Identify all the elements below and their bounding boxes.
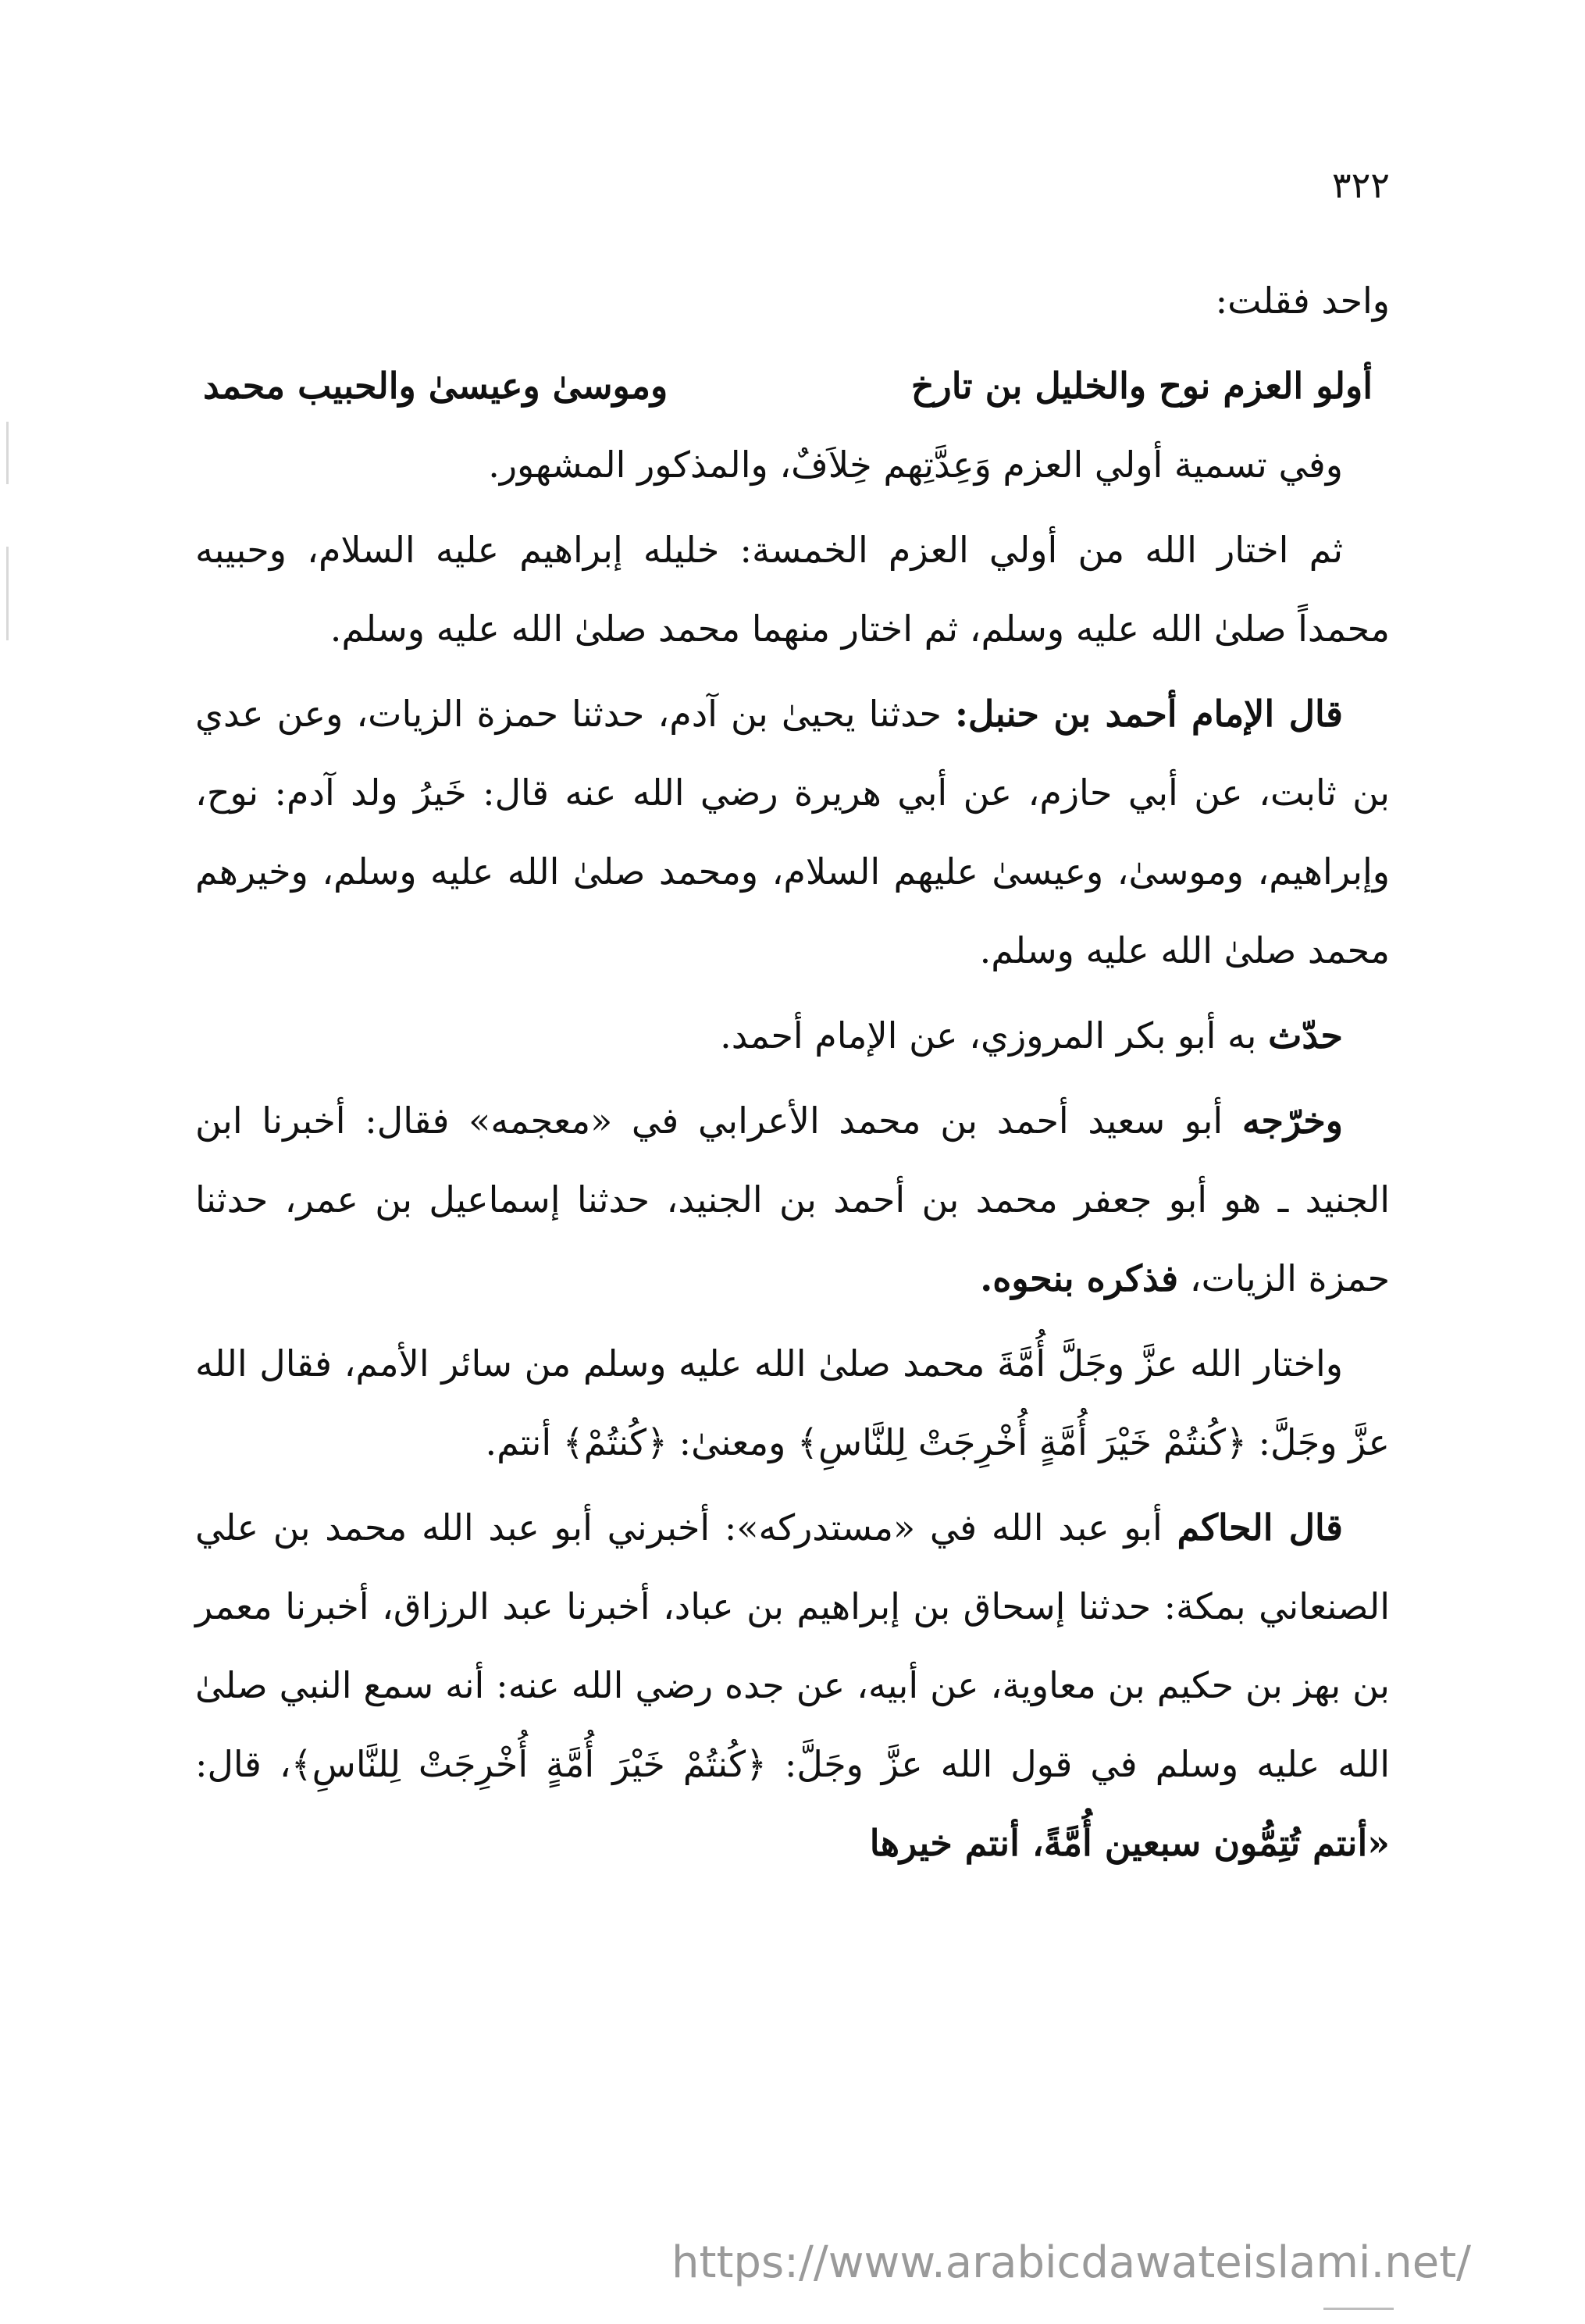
verse-second-hemistich: وموسىٰ وعيسىٰ والحبيب محمد [203,365,668,407]
watermark-url: https://www.arabicdawateislami.net/ [671,2237,1472,2288]
paragraph-text: أبو عبد الله في «مستدركه»: أخبرني أبو عبد الله محمد بن علي الصنعاني بمكة: حدثنا إسحاق بن إبراهيم بن عباد، أخبرنا عبد الرزاق، أخبرنا معمر بن بهز بن حكيم بن معاوية، عن أبيه، عن جده رضي الله عنه: أنه سمع النبي صلىٰ الله عليه وسلم في قول الله عزَّ وجَلَّ: ﴿كُنتُمْ خَيْرَ أُمَّةٍ أُخْرِجَتْ لِلنَّاسِ﴾، قال: [195,1506,1390,1785]
poem-verse [195,347,1390,426]
paragraph-text: حدثنا يحيىٰ بن آدم، حدثنا حمزة الزيات، وعن عدي بن ثابت، عن أبي حازم، عن أبي هريرة رضي الله عنه قال: خَيرُ ولد آدم: نوح، وإبراهيم، وموسىٰ، وعيسىٰ عليهم السلام، ومحمد صلىٰ الله عليه وسلم، وخيرهم محمد صلىٰ الله عليه وسلم. [195,693,1390,971]
paragraph-ikhtiyar: ثم اختار الله من أولي العزم الخمسة: خليله إبراهيم عليه السلام، وحبيبه محمداً صلىٰ الله عليه وسلم، ثم اختار منهما محمد صلىٰ الله عليه وسلم. [195,529,1390,650]
bold-end: فذكره بنحوه. [980,1257,1179,1299]
paragraph-opening: واحد فقلت: [1215,280,1390,322]
bold-lead: وخرّجه [1241,1100,1343,1142]
margin-mark-bottom [6,547,9,640]
bold-end: «أنتم تُتِمُّون سبعين أُمَّةً، أنتم خيرها [869,1822,1390,1864]
paragraph-ummah: واختار الله عزَّ وجَلَّ أُمَّةَ محمد صلىٰ الله عليه وسلم من سائر الأمم، فقال الله عزَّ وجَلَّ: ﴿كُنتُمْ خَيْرَ أُمَّةٍ أُخْرِجَتْ لِلنَّاسِ﴾ ومعنىٰ: ﴿كُنتُمْ﴾ أنتم. [195,1342,1390,1463]
paragraph-marwazi [195,996,1390,1075]
paragraph-imam-ahmad [195,675,1390,990]
bold-lead: حدّث [1268,1014,1343,1057]
bottom-rule [1323,2308,1394,2310]
verse-first-hemistich: أولو العزم نوح والخليل بن تارخ [910,365,1373,407]
paragraph-text: أبو سعيد أحمد بن محمد الأعرابي في «معجمه» فقال: أخبرنا ابن الجنيد ـ هو أبو جعفر محمد بن أحمد بن الجنيد، حدثنا إسماعيل بن عمر، حدثنا حمزة الزيات، [195,1100,1390,1299]
margin-mark-top [6,422,9,484]
paragraph-ulul-azm: وفي تسمية أولي العزم وَعِدَّتِهم خِلاَفٌ، والمذكور المشهور. [488,444,1343,486]
paragraph-arabi [195,1082,1390,1318]
paragraph-hakim [195,1488,1390,1883]
page-number: ٣٢٢ [1331,164,1390,206]
paragraph-text: به أبو بكر المروزي، عن الإمام أحمد. [720,1014,1257,1057]
bold-lead: قال الحاكم [1177,1506,1343,1549]
bold-lead: قال الإمام أحمد بن حنبل: [954,693,1344,735]
body-text [195,262,1390,1889]
